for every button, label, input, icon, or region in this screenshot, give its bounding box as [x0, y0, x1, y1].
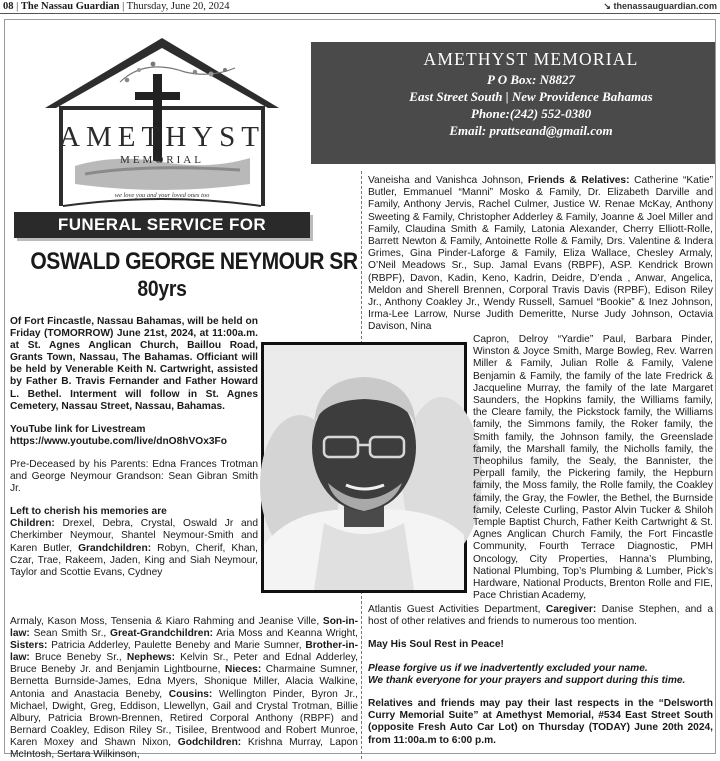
arrow-icon: ↘	[603, 1, 614, 11]
newspaper-masthead	[0, 0, 720, 14]
rest-in-peace: May His Soul Rest in Peace!	[368, 639, 504, 651]
service-details: Of Fort Fincastle, Nassau Bahamas, will be held on Friday (TOMORROW) June 21st, 2024, at 11:00a.m. at St. Agnes Anglican Church, Baillou Road, Grants Town, Nassau, The Bahamas. Officiant will be held by Venerable Keith N. Cartwright, assisted by Father B. Travis Fernander and Father Howard L. Bethel. Interment will follow in St. Agnes Cemetery, Nassau Street, Nassau, Bahamas.	[10, 316, 258, 412]
forgive-note: Please forgive us if we inadvertently excluded your name.	[368, 662, 648, 674]
portrait-image	[264, 345, 464, 590]
predeceased: Pre-Deceased by his Parents: Edna Frances Trotman and George Neymour Grandson: Sean Gibran Smith Jr.	[10, 458, 258, 495]
logo-tagline: we love you and your loved ones too	[114, 192, 210, 199]
phone: Phone:(242) 552-0380	[470, 106, 592, 121]
po-box: P O Box: N8827	[487, 72, 575, 87]
caregiver-line: Atlantis Guest Activities Department, Caregiver: Danise Stephen, and a host of other relatives and friends to numerous too mention.	[368, 604, 713, 628]
masthead-left: 08 | The Nassau Guardian | Thursday, June 20, 2024	[3, 1, 230, 12]
deceased-name: OSWALD GEORGE NEYMOUR SR	[30, 248, 358, 275]
survivors-left: Children: Drexel, Debra, Crystal, Oswald Jr and Cherkimber Neymour, Shantel Neymour-Smith and Karen Butler, Grandchildren: Robyn, Cherif, Khan, Czar, Trae, Rakeem, Jaden, King and Siah Neymour, Taylor and Scottie Evans, Cydney	[10, 518, 258, 578]
survivors-bottom-left: Armaly, Kason Moss, Tensenia & Kiaro Rahming and Jeanise Ville, Son-in-law: Sean Smith Sr., Great-Grandchildren: Aria Moss and Keanna Wright, Sisters: Patricia Adderley, Paulette Beneby and Marie Sumner, Brother-in-law: Bruce Beneby Sr., Nephews: Kelvin Sr., Peter and Ednal Adderley, Bruce Beneby Jr. and Benjamin Lightbourne, Nieces: Charmaine Sumner, Bernetta Burnside-James, Edna Myers, Shonique Miller, Alacia Walkine, Antonia and Anastacia Beneby, Cousins: Wellington Pinder, Byron Jr., Michael, Dwight, Greg, Eddison, Llewellyn, Gail and Crystal Trotman, Billie Albury, Patricia Brown-Brennen, Retired Corporal Anthony (RBPF) and Bernard Coakley, Edison Riley Sr., Tisilee, Brentwood and Robert Munroe, Karen Moxey and Shawn Nixon, Godchildren: Krishna Murray, Lapon McIntosh, Sertara Wilkinson,	[10, 616, 358, 761]
masthead-website[interactable]: ↘ thenassauguardian.com	[603, 1, 717, 11]
memories-heading: Left to cherish his memories are	[10, 506, 167, 518]
thanks-note: We thank everyone for your prayers and support during this time.	[368, 674, 686, 686]
address: East Street South | New Providence Bahamas	[409, 89, 653, 104]
survivors-right-top: Vaneisha and Vanishca Johnson, Friends & Relatives: Catherine “Katie” Butler, Emmanuel “Manni” Mosko & Family, Dr. Elizabeth Darville and Family, Anthony Jervis, Rachel Culmer, Justice W. Renae McKay, Anthony Sweeting & Family, Christopher Adderley & Family, Joanne & Joel Miller and Family, Claudina Smith & Family, Latonia Alexander, Cherry Elliott-Rolle, Barrett Newton & Family, Antoinette Rolle & Family, Drs. Valentine & Indera Grimes, Gina Pinder-Laforge & Family, Eliza Wallace, Chesley Armaly, O’Neil Meadows Sr., Sup. Jamal Evans (RBPF), ASP. Kendrick Brown (RBPF), Davon, Kadin, Keno, Kadrin, Deidre, D’enda , Anwar, Angelica, Meldon and Sherell Brennen, Corporal Travis Davis (RPBF), Edison Riley Jr., Anthony Coakley Jr., Wendy Russell, Samuel “Bookie” & Inez Johnson, Irma-Lee Larrow, Nurse Judith Demeritte, Nurse Judy Johnson, Octavia Davison, Nina	[368, 175, 713, 333]
viewing-details: Relatives and friends may pay their last respects in the “Delsworth Curry Memorial Suite” at Amethyst Memorial, #534 East Street South (opposite Fresh Auto Car Lot) on Thursday (TODAY) June 20th 2024, from 11:00a.m to 6:00 p.m.	[368, 698, 713, 746]
paper-name: The Nassau Guardian	[20, 1, 120, 12]
deceased-age: 80yrs	[137, 276, 187, 301]
livestream-label: YouTube link for Livestream	[10, 423, 146, 435]
logo-sub: MEMORIAL	[120, 154, 204, 166]
logo-word: AMETHYST	[59, 121, 265, 153]
funeral-home-contact	[361, 49, 701, 139]
issue-date: Thursday, June 20, 2024	[126, 1, 230, 12]
right-bottom	[368, 604, 713, 758]
funeral-notice-ad	[4, 19, 716, 761]
page-number: 08	[3, 1, 14, 12]
left-column	[10, 316, 258, 579]
amethyst-memorial-logo	[35, 34, 290, 224]
survivors-right-middle: Capron, Delroy “Yardie” Paul, Barbara Pinder, Winston & Joyce Smith, Marge Bowleg, Rev. Warren Miller & Family, Julian Rolle & Family, Valene Benjamin & Family, the family of the late Fredrick & Jacqueline Murray, the family of the late Margaret Saunders, the Hopkins family, the Williams family, the Cleare family, the Pickstock family, the Williams family, the Simmons family, the Roker family, the Smith family, the Johnson family, the Greenslade family, the Marshall family, the Nicholls family, the Theophilus family, the Sealy, the Bannister, the Perpall family, the Pickering family, the Hepburn family, the Moss family, the Rolle family, the Coakley family, the Gray, the Fowler, the Bethel, the Burnside family, Celeste Curling, Pastor Alvin Tucker & Shiloh Temple Baptist Church, Father Keith Cartwright & St. Agnes Anglican Church Family, the Fort Fincastle Community, Fourth Terrace Diagnostic, PMH Oncology, City Properties, Hanna’s Plumbing, National Plumbing, Top’s Plumbing & Lumber, Pick’s Hardware, National Products, Brenton Rolle and FIE, Pace Christian Academy,	[473, 334, 713, 602]
livestream	[10, 424, 258, 448]
deceased-photo	[261, 342, 467, 593]
livestream-link[interactable]: https://www.youtube.com/live/dnO8hVOx3Fo	[10, 435, 227, 447]
service-banner: FUNERAL SERVICE FOR	[14, 212, 310, 238]
email: Email: prattseand@gmail.com	[449, 123, 613, 138]
funeral-home-name: AMETHYST MEMORIAL	[423, 49, 639, 69]
